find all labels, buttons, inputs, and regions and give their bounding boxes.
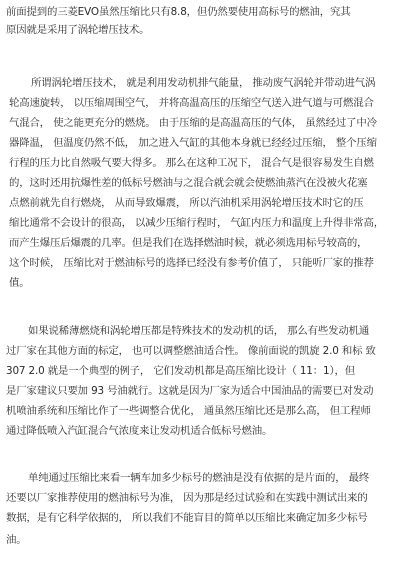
text-line: 如果说稀薄燃烧和涡轮增压都是特殊技术的发动机的话， 那么有些发动机通	[28, 325, 370, 337]
text-line: 307 2.0 就是一个典型的例子， 它们发动机都是高压缩比设计（ 11：1），但	[6, 365, 355, 377]
text-line: 原因就是采用了涡轮增压技术。	[6, 24, 150, 36]
text-line: 缩比通常不会设计的很高， 以减少压缩行程时， 气缸内压力和温度上升得非常高，	[9, 217, 384, 229]
text-line: 通过降低喷入汽缸混合气浓度来让发动机适合低标号燃油。	[6, 425, 273, 437]
text-line: 器降温， 但温度仍然不低， 加之进入气缸的其他本身就已经经过压缩， 整个压缩	[9, 137, 377, 149]
text-line: 油。	[6, 534, 27, 546]
text-line: 过厂家在其他方面的标定， 也可以调整燃油适合性。 像前面说的凯旋 2.0 和标 致	[6, 345, 376, 357]
text-line: 单纯通过压缩比来看一辆车加多少标号的燃油是没有依据的是片面的， 最终	[28, 472, 370, 484]
text-line: 还要以厂家推荐使用的燃油标号为准， 因为那是经过试验和在实践中测试出来的	[6, 492, 368, 504]
text-line: 是厂家建议只要加 93 号油就行。这就是因为厂家为适合中国油品的需要已对发动	[6, 385, 374, 397]
text-line: 的，这时还用抗爆性差的低标号燃油与之混合就会就会使燃油蒸汽在没被火花塞	[9, 177, 368, 189]
text-line: 值。	[9, 277, 30, 289]
text-line: 所谓涡轮增压技术， 就是利用发动机排气能量， 推动废气涡轮并带动进气涡	[31, 77, 376, 89]
text-line: 这个时候， 压缩比对于燃油标号的选择已经没有参考价值了， 只能听厂家的推荐	[9, 257, 374, 269]
text-line: 机喷油系统和压缩比作了一些调整合优化， 通虽然压缩比还是那么高， 但工程师	[6, 405, 371, 417]
text-line: 而产生爆压后爆震的几率。但是我们在选择燃油时候，就必须选用标号较高的，	[9, 237, 368, 249]
text-line: 点燃前就先自行燃烧， 从而导致爆震， 所以汽油机采用涡轮增压技术时它的压	[9, 197, 364, 209]
text-line: 气混合， 使之能更充分的燃烧。 由于压缩的是高温高压的气体， 虽然经过了中冷	[9, 117, 377, 129]
text-line: 行程的压力比自然吸气要大得多。 那么在这种工况下， 混合气是很容易发生自燃	[9, 157, 374, 169]
text-line: 前面提到的三菱EVO虽然压缩比只有8.8，但仍然要使用高标号的燃油，究其	[6, 6, 351, 18]
text-line: 轮高速旋转， 以压缩周围空气， 并将高温高压的压缩空气送入进气道与可燃混合	[9, 97, 374, 109]
text-line: 数据，是有它科学依据的， 所以我们不能盲目的简单以压缩比来确定加多少标号	[6, 512, 368, 524]
